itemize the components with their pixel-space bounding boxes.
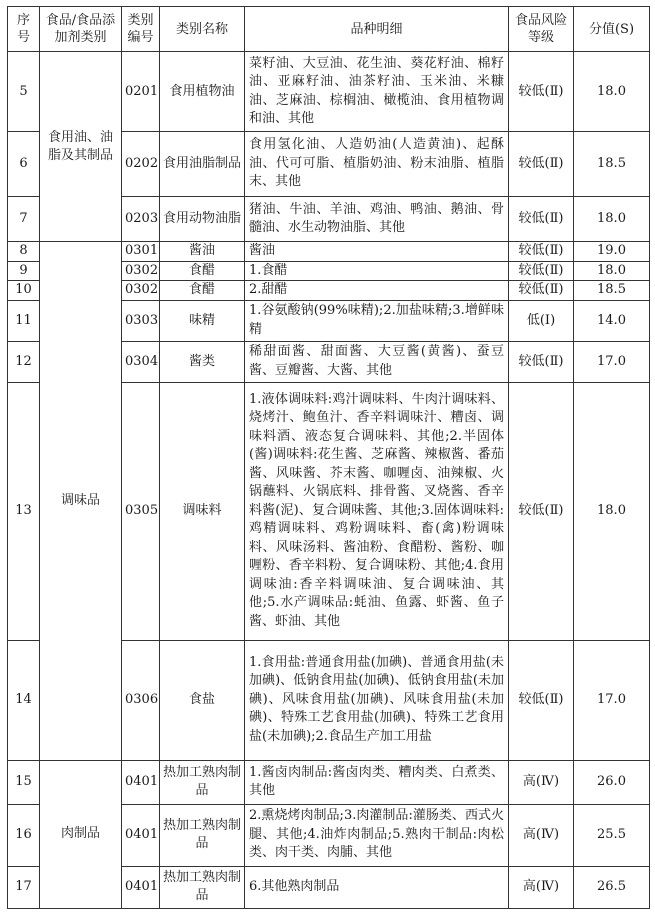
row-seq: 17 <box>8 866 40 908</box>
row-code: 0305 <box>122 382 160 640</box>
row-score: 18.5 <box>574 281 650 301</box>
row-risk: 低(Ⅰ) <box>509 300 574 341</box>
row-score: 18.0 <box>574 382 650 640</box>
row-name: 食盐 <box>160 640 245 760</box>
row-code: 0401 <box>122 804 160 866</box>
group-seasoning: 调味品 <box>40 242 122 761</box>
group-meat: 肉制品 <box>40 760 122 908</box>
food-risk-table <box>7 6 650 909</box>
header-risk: 食品风险等级 <box>509 7 574 52</box>
row-name: 味精 <box>160 300 245 341</box>
row-name: 热加工熟肉制品 <box>160 804 245 866</box>
row-code: 0401 <box>122 760 160 804</box>
row-code: 0304 <box>122 341 160 382</box>
header-name: 类别名称 <box>160 7 245 52</box>
row-code: 0303 <box>122 300 160 341</box>
row-score: 18.0 <box>574 52 650 132</box>
table-row <box>8 52 650 132</box>
row-name: 食用植物油 <box>160 52 245 132</box>
row-detail: 2.甜醋 <box>245 281 509 301</box>
header-score: 分值(S) <box>574 7 650 52</box>
row-name: 热加工熟肉制品 <box>160 760 245 804</box>
table-row <box>8 760 650 804</box>
row-detail: 酱油 <box>245 242 509 262</box>
row-score: 26.5 <box>574 866 650 908</box>
row-seq: 14 <box>8 640 40 760</box>
row-detail: 1.谷氨酸钠(99%味精);2.加盐味精;3.增鲜味精 <box>245 300 509 341</box>
header-detail: 品种明细 <box>245 7 509 52</box>
row-risk: 较低(Ⅱ) <box>509 341 574 382</box>
row-seq: 6 <box>8 132 40 197</box>
row-risk: 较低(Ⅱ) <box>509 52 574 132</box>
header-code: 类别编号 <box>122 7 160 52</box>
row-code: 0201 <box>122 52 160 132</box>
group-oil: 食用油、油脂及其制品 <box>40 52 122 242</box>
row-seq: 7 <box>8 197 40 242</box>
row-detail: 食用氢化油、人造奶油(人造黄油)、起酥油、代可可脂、植脂奶油、粉末油脂、植脂末、其他 <box>245 132 509 197</box>
row-seq: 11 <box>8 300 40 341</box>
row-name: 酱油 <box>160 242 245 262</box>
row-code: 0302 <box>122 261 160 281</box>
row-detail: 稀甜面酱、甜面酱、大豆酱(黄酱)、蚕豆酱、豆瓣酱、大酱、其他 <box>245 341 509 382</box>
row-score: 25.5 <box>574 804 650 866</box>
row-seq: 8 <box>8 242 40 262</box>
row-score: 18.5 <box>574 132 650 197</box>
row-seq: 15 <box>8 760 40 804</box>
row-risk: 较低(Ⅱ) <box>509 132 574 197</box>
row-name: 食醋 <box>160 281 245 301</box>
row-name: 热加工熟肉制品 <box>160 866 245 908</box>
row-name: 食醋 <box>160 261 245 281</box>
row-seq: 9 <box>8 261 40 281</box>
row-detail: 1.酱卤肉制品:酱卤肉类、糟肉类、白煮类、其他 <box>245 760 509 804</box>
row-score: 19.0 <box>574 242 650 262</box>
row-detail: 1.液体调味料:鸡汁调味料、牛肉汁调味料、烧烤汁、鲍鱼汁、香辛料调味汁、糟卤、调味料酒、液态复合调味料、其他;2.半固体(酱)调味料:花生酱、芝麻酱、辣椒酱、番茄酱、风味酱、芥末酱、咖喱卤、油辣椒、火锅蘸料、火锅底料、排骨酱、叉烧酱、香辛料酱(泥)、复合调味酱、其他;3.固体调味料:鸡精调味料、鸡粉调味料、畜(禽)粉调味料、风味汤料、酱油粉、食醋粉、酱粉、咖喱粉、香辛料粉、复合调味粉、其他;4.食用调味油:香辛料调味油、复合调味油、其他;5.水产调味品:蚝油、鱼露、虾酱、鱼子酱、虾油、其他 <box>245 382 509 640</box>
header-row <box>8 7 650 52</box>
row-detail: 菜籽油、大豆油、花生油、葵花籽油、棉籽油、亚麻籽油、油茶籽油、玉米油、米糠油、芝麻油、棕榈油、橄榄油、食用植物调和油、其他 <box>245 52 509 132</box>
row-score: 18.0 <box>574 261 650 281</box>
row-seq: 12 <box>8 341 40 382</box>
row-detail: 1.食醋 <box>245 261 509 281</box>
row-name: 调味料 <box>160 382 245 640</box>
row-risk: 较低(Ⅱ) <box>509 281 574 301</box>
row-score: 26.0 <box>574 760 650 804</box>
row-code: 0301 <box>122 242 160 262</box>
row-risk: 较低(Ⅱ) <box>509 197 574 242</box>
table-row <box>8 242 650 262</box>
row-risk: 高(Ⅳ) <box>509 760 574 804</box>
row-score: 18.0 <box>574 197 650 242</box>
row-score: 14.0 <box>574 300 650 341</box>
row-score: 17.0 <box>574 341 650 382</box>
row-code: 0203 <box>122 197 160 242</box>
row-code: 0302 <box>122 281 160 301</box>
row-seq: 13 <box>8 382 40 640</box>
row-seq: 10 <box>8 281 40 301</box>
row-risk: 较低(Ⅱ) <box>509 261 574 281</box>
row-name: 食用动物油脂 <box>160 197 245 242</box>
row-code: 0202 <box>122 132 160 197</box>
row-code: 0306 <box>122 640 160 760</box>
row-risk: 高(Ⅳ) <box>509 804 574 866</box>
row-name: 酱类 <box>160 341 245 382</box>
row-code: 0401 <box>122 866 160 908</box>
row-risk: 高(Ⅳ) <box>509 866 574 908</box>
row-score: 17.0 <box>574 640 650 760</box>
header-seq: 序号 <box>8 7 40 52</box>
row-seq: 5 <box>8 52 40 132</box>
row-risk: 较低(Ⅱ) <box>509 242 574 262</box>
row-risk: 较低(Ⅱ) <box>509 382 574 640</box>
row-name: 食用油脂制品 <box>160 132 245 197</box>
row-detail: 1.食用盐:普通食用盐(加碘)、普通食用盐(未加碘)、低钠食用盐(加碘)、低钠食用盐(未加碘)、风味食用盐(加碘)、风味食用盐(未加碘)、特殊工艺食用盐(加碘)、特殊工艺食用盐(未加碘);2.食品生产加工用盐 <box>245 640 509 760</box>
row-risk: 较低(Ⅱ) <box>509 640 574 760</box>
header-category: 食品/食品添加剂类别 <box>40 7 122 52</box>
row-detail: 2.熏烧烤肉制品;3.肉灌制品:灌肠类、西式火腿、其他;4.油炸肉制品;5.熟肉干制品:肉松类、肉干类、肉脯、其他 <box>245 804 509 866</box>
row-seq: 16 <box>8 804 40 866</box>
row-detail: 6.其他熟肉制品 <box>245 866 509 908</box>
row-detail: 猪油、牛油、羊油、鸡油、鸭油、鹅油、骨髓油、水生动物油脂、其他 <box>245 197 509 242</box>
